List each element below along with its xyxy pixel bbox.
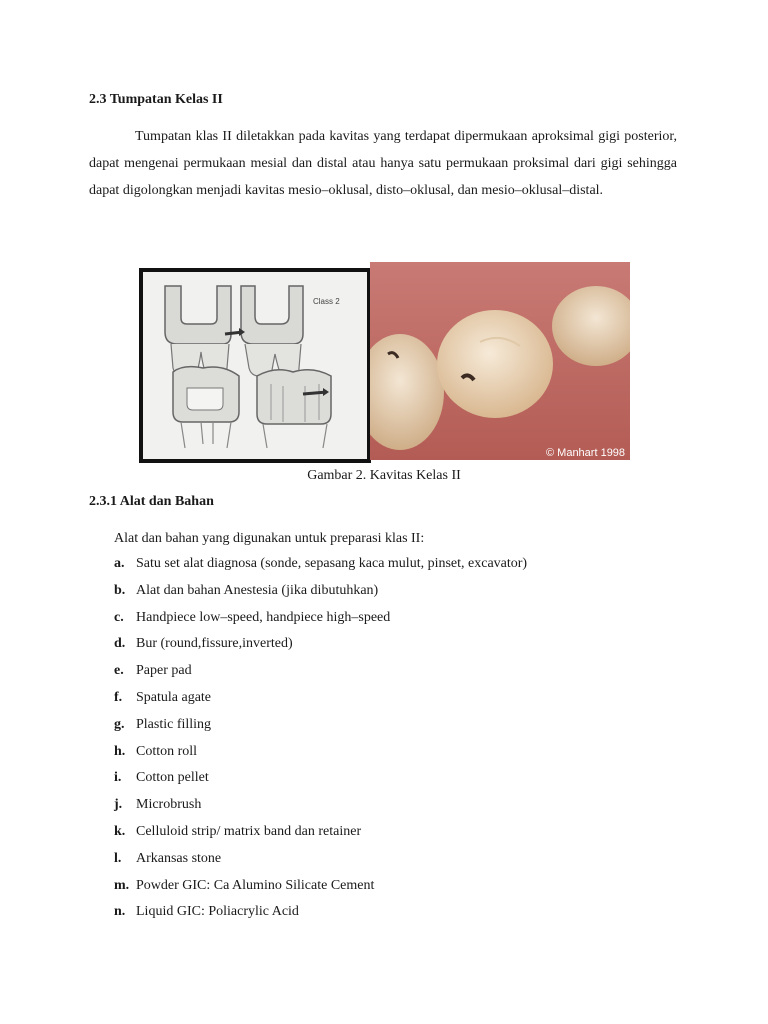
list-item-text: Microbrush — [136, 797, 202, 813]
list-item-letter: m. — [114, 877, 130, 893]
list-item-text: Spatula agate — [136, 689, 212, 705]
list-item-letter: h. — [114, 743, 126, 759]
list-item — [114, 904, 527, 931]
list-item-letter: l. — [114, 850, 122, 866]
clinical-photo — [370, 262, 630, 460]
list-item — [114, 556, 527, 583]
list-item-text: Handpiece low–speed, handpiece high–speed — [136, 609, 391, 625]
list-item — [114, 878, 527, 905]
list-item-letter: b. — [114, 582, 126, 598]
class-2-diagram — [139, 268, 371, 463]
clinical-photo-drawing — [370, 262, 630, 460]
list-item — [114, 824, 527, 851]
list-item-text: Satu set alat diagnosa (sonde, sepasang kaca mulut, pinset, excavator) — [136, 556, 528, 571]
list-item-text: Plastic filling — [136, 716, 212, 732]
list-item — [114, 690, 527, 717]
figure-kavitas-kelas-ii — [139, 262, 630, 460]
list-item-text: Paper pad — [136, 663, 192, 679]
list-item-letter: j. — [114, 797, 123, 813]
list-item — [114, 744, 527, 771]
list-item-text: Liquid GIC: Poliacrylic Acid — [136, 904, 299, 920]
list-item — [114, 610, 527, 637]
list-item-letter: e. — [114, 663, 124, 679]
list-item — [114, 770, 527, 797]
list-item — [114, 717, 527, 744]
list-item-letter: i. — [114, 770, 122, 786]
diagram-label: Class 2 — [313, 297, 340, 306]
tools-materials-list — [114, 556, 527, 931]
list-item-text: Cotton pellet — [136, 770, 209, 786]
list-item-text: Bur (round,fissure,inverted) — [136, 636, 293, 652]
section-heading: 2.3 Tumpatan Kelas II — [89, 92, 223, 107]
list-item — [114, 663, 527, 690]
list-item-text: Celluloid strip/ matrix band dan retainer — [136, 823, 362, 839]
list-item-text: Cotton roll — [136, 743, 198, 759]
section-paragraph: Tumpatan klas II diletakkan pada kavitas yang terdapat dipermukaan aproksimal gigi posterior, dapat mengenai permukaan mesial dan distal atau hanya satu permukaan proksimal dari gigi sehingga dapat digolongkan menjadi kavitas mesio–oklusal, disto–oklusal, dan mesio–oklusal–distal. — [89, 129, 677, 198]
list-item-letter: k. — [114, 823, 126, 839]
class-2-diagram-drawing — [143, 272, 367, 459]
subsection-heading: 2.3.1 Alat dan Bahan — [89, 494, 214, 509]
list-item-letter: n. — [114, 904, 126, 920]
list-item-letter: f. — [114, 689, 123, 705]
list-item-letter: a. — [114, 556, 125, 571]
list-item — [114, 636, 527, 663]
list-item-text: Powder GIC: Ca Alumino Silicate Cement — [136, 877, 375, 893]
list-item — [114, 797, 527, 824]
subsection-intro: Alat dan bahan yang digunakan untuk preparasi klas II: — [114, 531, 425, 546]
list-item-text: Arkansas stone — [136, 850, 222, 866]
photo-credit: © Manhart 1998 — [546, 447, 626, 459]
figure-caption: Gambar 2. Kavitas Kelas II — [307, 468, 461, 483]
list-item-letter: d. — [114, 636, 126, 652]
list-item — [114, 583, 527, 610]
list-item — [114, 851, 527, 878]
list-item-letter: g. — [114, 716, 125, 732]
list-item-text: Alat dan bahan Anestesia (jika dibutuhkan) — [136, 582, 379, 598]
list-item-letter: c. — [114, 609, 124, 625]
